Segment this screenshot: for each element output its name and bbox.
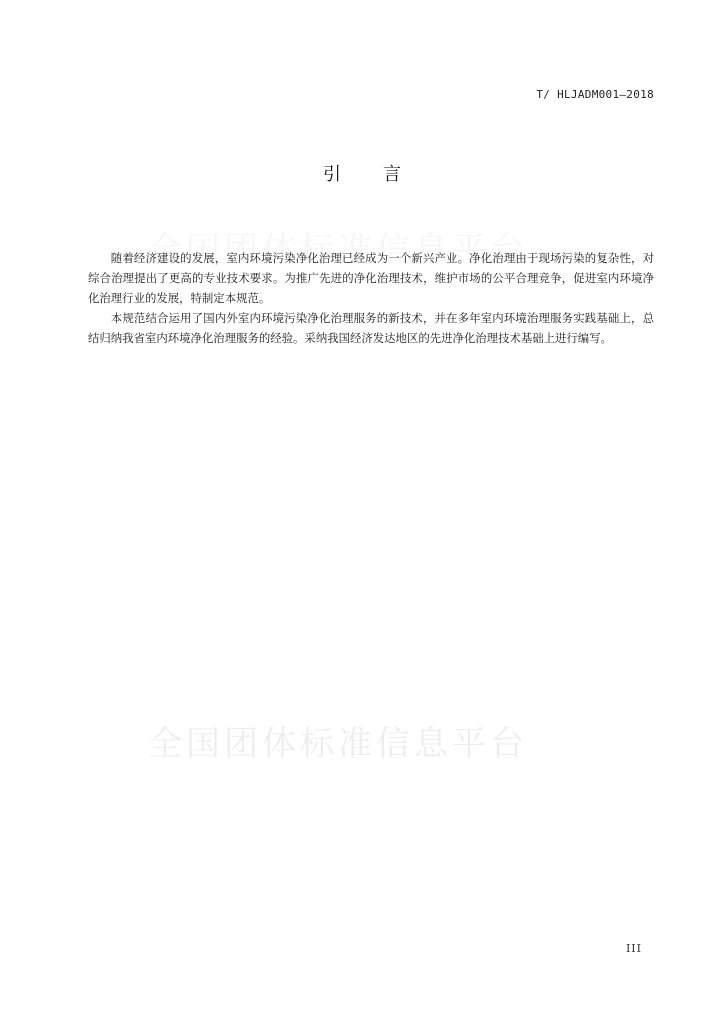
paragraph-1: 随着经济建设的发展，室内环境污染净化治理已经成为一个新兴产业。净化治理由于现场污染的复杂性，对综合治理提出了更高的专业技术要求。为推广先进的净化治理技术，维护市场的公平合理竞争，促进室内环境净化治理行业的发展，特制定本规范。 — [88, 251, 654, 305]
document-code: T/ HLJADM001—2018 — [536, 88, 654, 101]
page-number: III — [625, 942, 642, 955]
watermark-bottom: 全国团体标准信息平台 — [148, 724, 528, 764]
page-title: 引言 — [323, 164, 443, 185]
paragraph-2: 本规范结合运用了国内外室内环境污染净化治理服务的新技术，并在多年室内环境治理服务实践基础上，总结归纳我省室内环境净化治理服务的经验。采纳我国经济发达地区的先进净化治理技术基础上进行编写。 — [88, 311, 654, 345]
body-text — [88, 248, 654, 348]
